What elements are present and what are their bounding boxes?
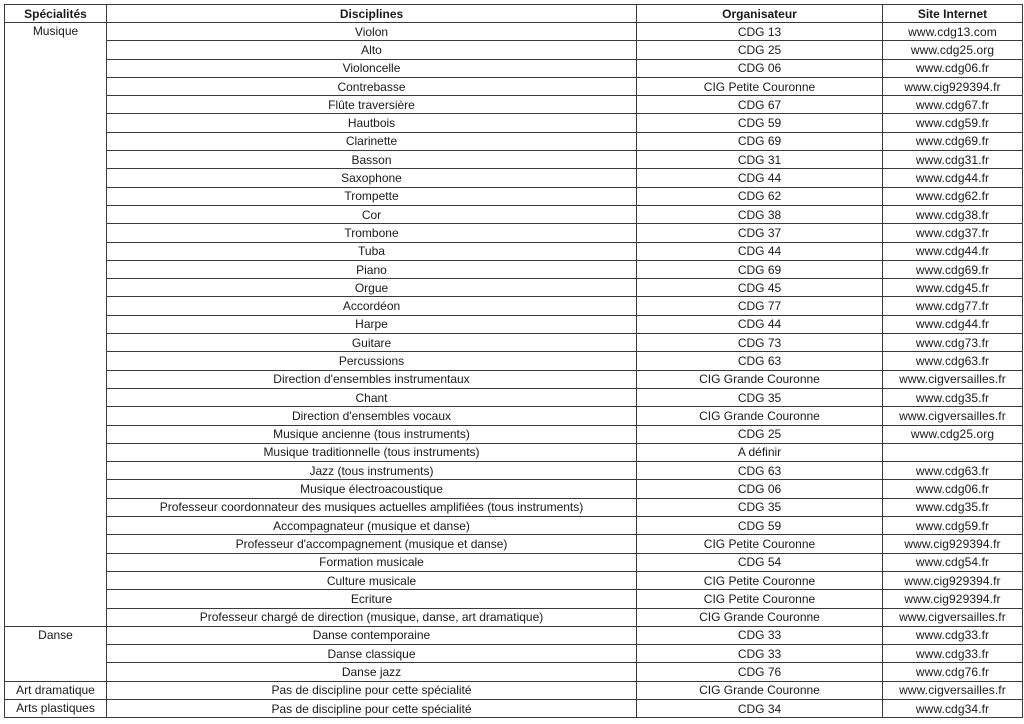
cell-site-internet: www.cdg25.org (883, 41, 1023, 59)
cell-site-internet: www.cdg37.fr (883, 224, 1023, 242)
table-row (5, 370, 1023, 388)
table-row (5, 645, 1023, 663)
cell-organisateur: CDG 59 (637, 114, 883, 132)
cell-site-internet: www.cdg06.fr (883, 480, 1023, 498)
table-row (5, 96, 1023, 114)
cell-site-internet: www.cdg34.fr (883, 699, 1023, 717)
cell-discipline: Hautbois (107, 114, 637, 132)
cell-discipline: Danse classique (107, 645, 637, 663)
table-row (5, 297, 1023, 315)
table-row (5, 699, 1023, 717)
table-row (5, 205, 1023, 223)
cell-organisateur: A définir (637, 443, 883, 461)
cell-site-internet: www.cdg44.fr (883, 315, 1023, 333)
cell-discipline: Direction d'ensembles instrumentaux (107, 370, 637, 388)
cell-discipline: Basson (107, 151, 637, 169)
cell-discipline: Professeur chargé de direction (musique, danse, art dramatique) (107, 608, 637, 626)
cell-site-internet (883, 443, 1023, 461)
table-header (5, 5, 1023, 23)
cell-organisateur: CDG 63 (637, 462, 883, 480)
table-row (5, 535, 1023, 553)
cell-organisateur: CDG 59 (637, 517, 883, 535)
cell-organisateur: CIG Petite Couronne (637, 77, 883, 95)
table-row (5, 77, 1023, 95)
cell-organisateur: CDG 69 (637, 132, 883, 150)
cell-organisateur: CDG 33 (637, 645, 883, 663)
cell-organisateur: CDG 63 (637, 352, 883, 370)
cell-discipline: Culture musicale (107, 571, 637, 589)
cell-organisateur: CIG Petite Couronne (637, 535, 883, 553)
table-row (5, 279, 1023, 297)
cell-discipline: Professeur d'accompagnement (musique et danse) (107, 535, 637, 553)
table-body (5, 23, 1023, 718)
cell-site-internet: www.cdg38.fr (883, 205, 1023, 223)
table-row (5, 242, 1023, 260)
cell-organisateur: CIG Grande Couronne (637, 407, 883, 425)
table-row (5, 608, 1023, 626)
cell-site-internet: www.cdg69.fr (883, 132, 1023, 150)
cell-site-internet: www.cdg63.fr (883, 352, 1023, 370)
header-organisateur: Organisateur (637, 5, 883, 23)
cell-site-internet: www.cdg44.fr (883, 169, 1023, 187)
header-row (5, 5, 1023, 23)
cell-discipline: Accompagnateur (musique et danse) (107, 517, 637, 535)
cell-site-internet: www.cig929394.fr (883, 571, 1023, 589)
cell-discipline: Ecriture (107, 590, 637, 608)
table-row (5, 132, 1023, 150)
table-row (5, 260, 1023, 278)
cell-discipline: Clarinette (107, 132, 637, 150)
cell-organisateur: CDG 25 (637, 425, 883, 443)
table-row (5, 23, 1023, 41)
table-row (5, 315, 1023, 333)
cell-site-internet: www.cdg33.fr (883, 645, 1023, 663)
cell-organisateur: CIG Grande Couronne (637, 681, 883, 699)
table-row (5, 462, 1023, 480)
cell-organisateur: CDG 38 (637, 205, 883, 223)
cell-organisateur: CIG Grande Couronne (637, 370, 883, 388)
table-row (5, 443, 1023, 461)
cell-discipline: Direction d'ensembles vocaux (107, 407, 637, 425)
table-row (5, 571, 1023, 589)
cell-site-internet: www.cdg44.fr (883, 242, 1023, 260)
cell-organisateur: CIG Petite Couronne (637, 590, 883, 608)
cell-discipline: Pas de discipline pour cette spécialité (107, 681, 637, 699)
cell-site-internet: www.cdg35.fr (883, 498, 1023, 516)
cell-organisateur: CDG 31 (637, 151, 883, 169)
cell-discipline: Contrebasse (107, 77, 637, 95)
cell-discipline: Trompette (107, 187, 637, 205)
cell-organisateur: CDG 76 (637, 663, 883, 681)
cell-discipline: Jazz (tous instruments) (107, 462, 637, 480)
cell-discipline: Danse jazz (107, 663, 637, 681)
cell-discipline: Tuba (107, 242, 637, 260)
cell-site-internet: www.cdg06.fr (883, 59, 1023, 77)
table-row (5, 187, 1023, 205)
cell-organisateur: CDG 13 (637, 23, 883, 41)
header-site-internet: Site Internet (883, 5, 1023, 23)
cell-organisateur: CDG 44 (637, 242, 883, 260)
cell-site-internet: www.cdg67.fr (883, 96, 1023, 114)
cell-organisateur: CDG 77 (637, 297, 883, 315)
cell-discipline: Chant (107, 388, 637, 406)
table-row (5, 425, 1023, 443)
cell-site-internet: www.cdg77.fr (883, 297, 1023, 315)
cell-specialite: Arts plastiques (5, 699, 107, 717)
cell-site-internet: www.cdg25.org (883, 425, 1023, 443)
cell-organisateur: CDG 67 (637, 96, 883, 114)
table-row (5, 334, 1023, 352)
cell-specialite: Art dramatique (5, 681, 107, 699)
header-specialites: Spécialités (5, 5, 107, 23)
cell-discipline: Pas de discipline pour cette spécialité (107, 699, 637, 717)
cell-site-internet: www.cdg33.fr (883, 626, 1023, 644)
cell-site-internet: www.cdg63.fr (883, 462, 1023, 480)
table-row (5, 169, 1023, 187)
table-row (5, 407, 1023, 425)
table-row (5, 663, 1023, 681)
cell-organisateur: CDG 34 (637, 699, 883, 717)
table-row (5, 626, 1023, 644)
cell-organisateur: CDG 45 (637, 279, 883, 297)
cell-discipline: Violon (107, 23, 637, 41)
cell-discipline: Saxophone (107, 169, 637, 187)
cell-site-internet: www.cdg59.fr (883, 114, 1023, 132)
table-row (5, 517, 1023, 535)
table-row (5, 388, 1023, 406)
cell-discipline: Professeur coordonnateur des musiques actuelles amplifiées (tous instruments) (107, 498, 637, 516)
cell-organisateur: CDG 73 (637, 334, 883, 352)
cell-discipline: Guitare (107, 334, 637, 352)
cell-site-internet: www.cdg35.fr (883, 388, 1023, 406)
cell-organisateur: CDG 35 (637, 498, 883, 516)
cell-organisateur: CDG 62 (637, 187, 883, 205)
cell-organisateur: CDG 54 (637, 553, 883, 571)
cell-discipline: Flûte traversière (107, 96, 637, 114)
cell-discipline: Orgue (107, 279, 637, 297)
table-row (5, 151, 1023, 169)
cell-organisateur: CIG Petite Couronne (637, 571, 883, 589)
cell-discipline: Musique électroacoustique (107, 480, 637, 498)
table-row (5, 498, 1023, 516)
cell-organisateur: CDG 44 (637, 315, 883, 333)
cell-site-internet: www.cdg45.fr (883, 279, 1023, 297)
cell-organisateur: CIG Grande Couronne (637, 608, 883, 626)
cell-discipline: Violoncelle (107, 59, 637, 77)
cell-discipline: Musique traditionnelle (tous instruments) (107, 443, 637, 461)
cell-organisateur: CDG 06 (637, 480, 883, 498)
cell-site-internet: www.cig929394.fr (883, 590, 1023, 608)
cell-discipline: Cor (107, 205, 637, 223)
cell-site-internet: www.cdg73.fr (883, 334, 1023, 352)
disciplines-table (4, 4, 1023, 718)
cell-discipline: Piano (107, 260, 637, 278)
cell-organisateur: CDG 25 (637, 41, 883, 59)
table-row (5, 59, 1023, 77)
table-row (5, 41, 1023, 59)
cell-site-internet: www.cdg54.fr (883, 553, 1023, 571)
table-row (5, 553, 1023, 571)
cell-discipline: Alto (107, 41, 637, 59)
cell-site-internet: www.cigversailles.fr (883, 407, 1023, 425)
cell-discipline: Percussions (107, 352, 637, 370)
cell-site-internet: www.cigversailles.fr (883, 608, 1023, 626)
cell-organisateur: CDG 33 (637, 626, 883, 644)
table-row (5, 681, 1023, 699)
header-disciplines: Disciplines (107, 5, 637, 23)
cell-specialite: Musique (5, 23, 107, 627)
cell-discipline: Accordéon (107, 297, 637, 315)
cell-organisateur: CDG 37 (637, 224, 883, 242)
cell-organisateur: CDG 35 (637, 388, 883, 406)
cell-discipline: Danse contemporaine (107, 626, 637, 644)
cell-discipline: Trombone (107, 224, 637, 242)
cell-site-internet: www.cigversailles.fr (883, 370, 1023, 388)
cell-site-internet: www.cdg69.fr (883, 260, 1023, 278)
cell-discipline: Musique ancienne (tous instruments) (107, 425, 637, 443)
cell-specialite: Danse (5, 626, 107, 681)
table-row (5, 480, 1023, 498)
cell-site-internet: www.cig929394.fr (883, 77, 1023, 95)
cell-site-internet: www.cdg31.fr (883, 151, 1023, 169)
cell-site-internet: www.cdg76.fr (883, 663, 1023, 681)
cell-site-internet: www.cdg13.com (883, 23, 1023, 41)
cell-organisateur: CDG 06 (637, 59, 883, 77)
table-row (5, 114, 1023, 132)
table-row (5, 224, 1023, 242)
cell-discipline: Harpe (107, 315, 637, 333)
cell-site-internet: www.cdg62.fr (883, 187, 1023, 205)
cell-organisateur: CDG 44 (637, 169, 883, 187)
table-row (5, 590, 1023, 608)
table-row (5, 352, 1023, 370)
cell-discipline: Formation musicale (107, 553, 637, 571)
cell-site-internet: www.cig929394.fr (883, 535, 1023, 553)
cell-site-internet: www.cigversailles.fr (883, 681, 1023, 699)
cell-site-internet: www.cdg59.fr (883, 517, 1023, 535)
cell-organisateur: CDG 69 (637, 260, 883, 278)
